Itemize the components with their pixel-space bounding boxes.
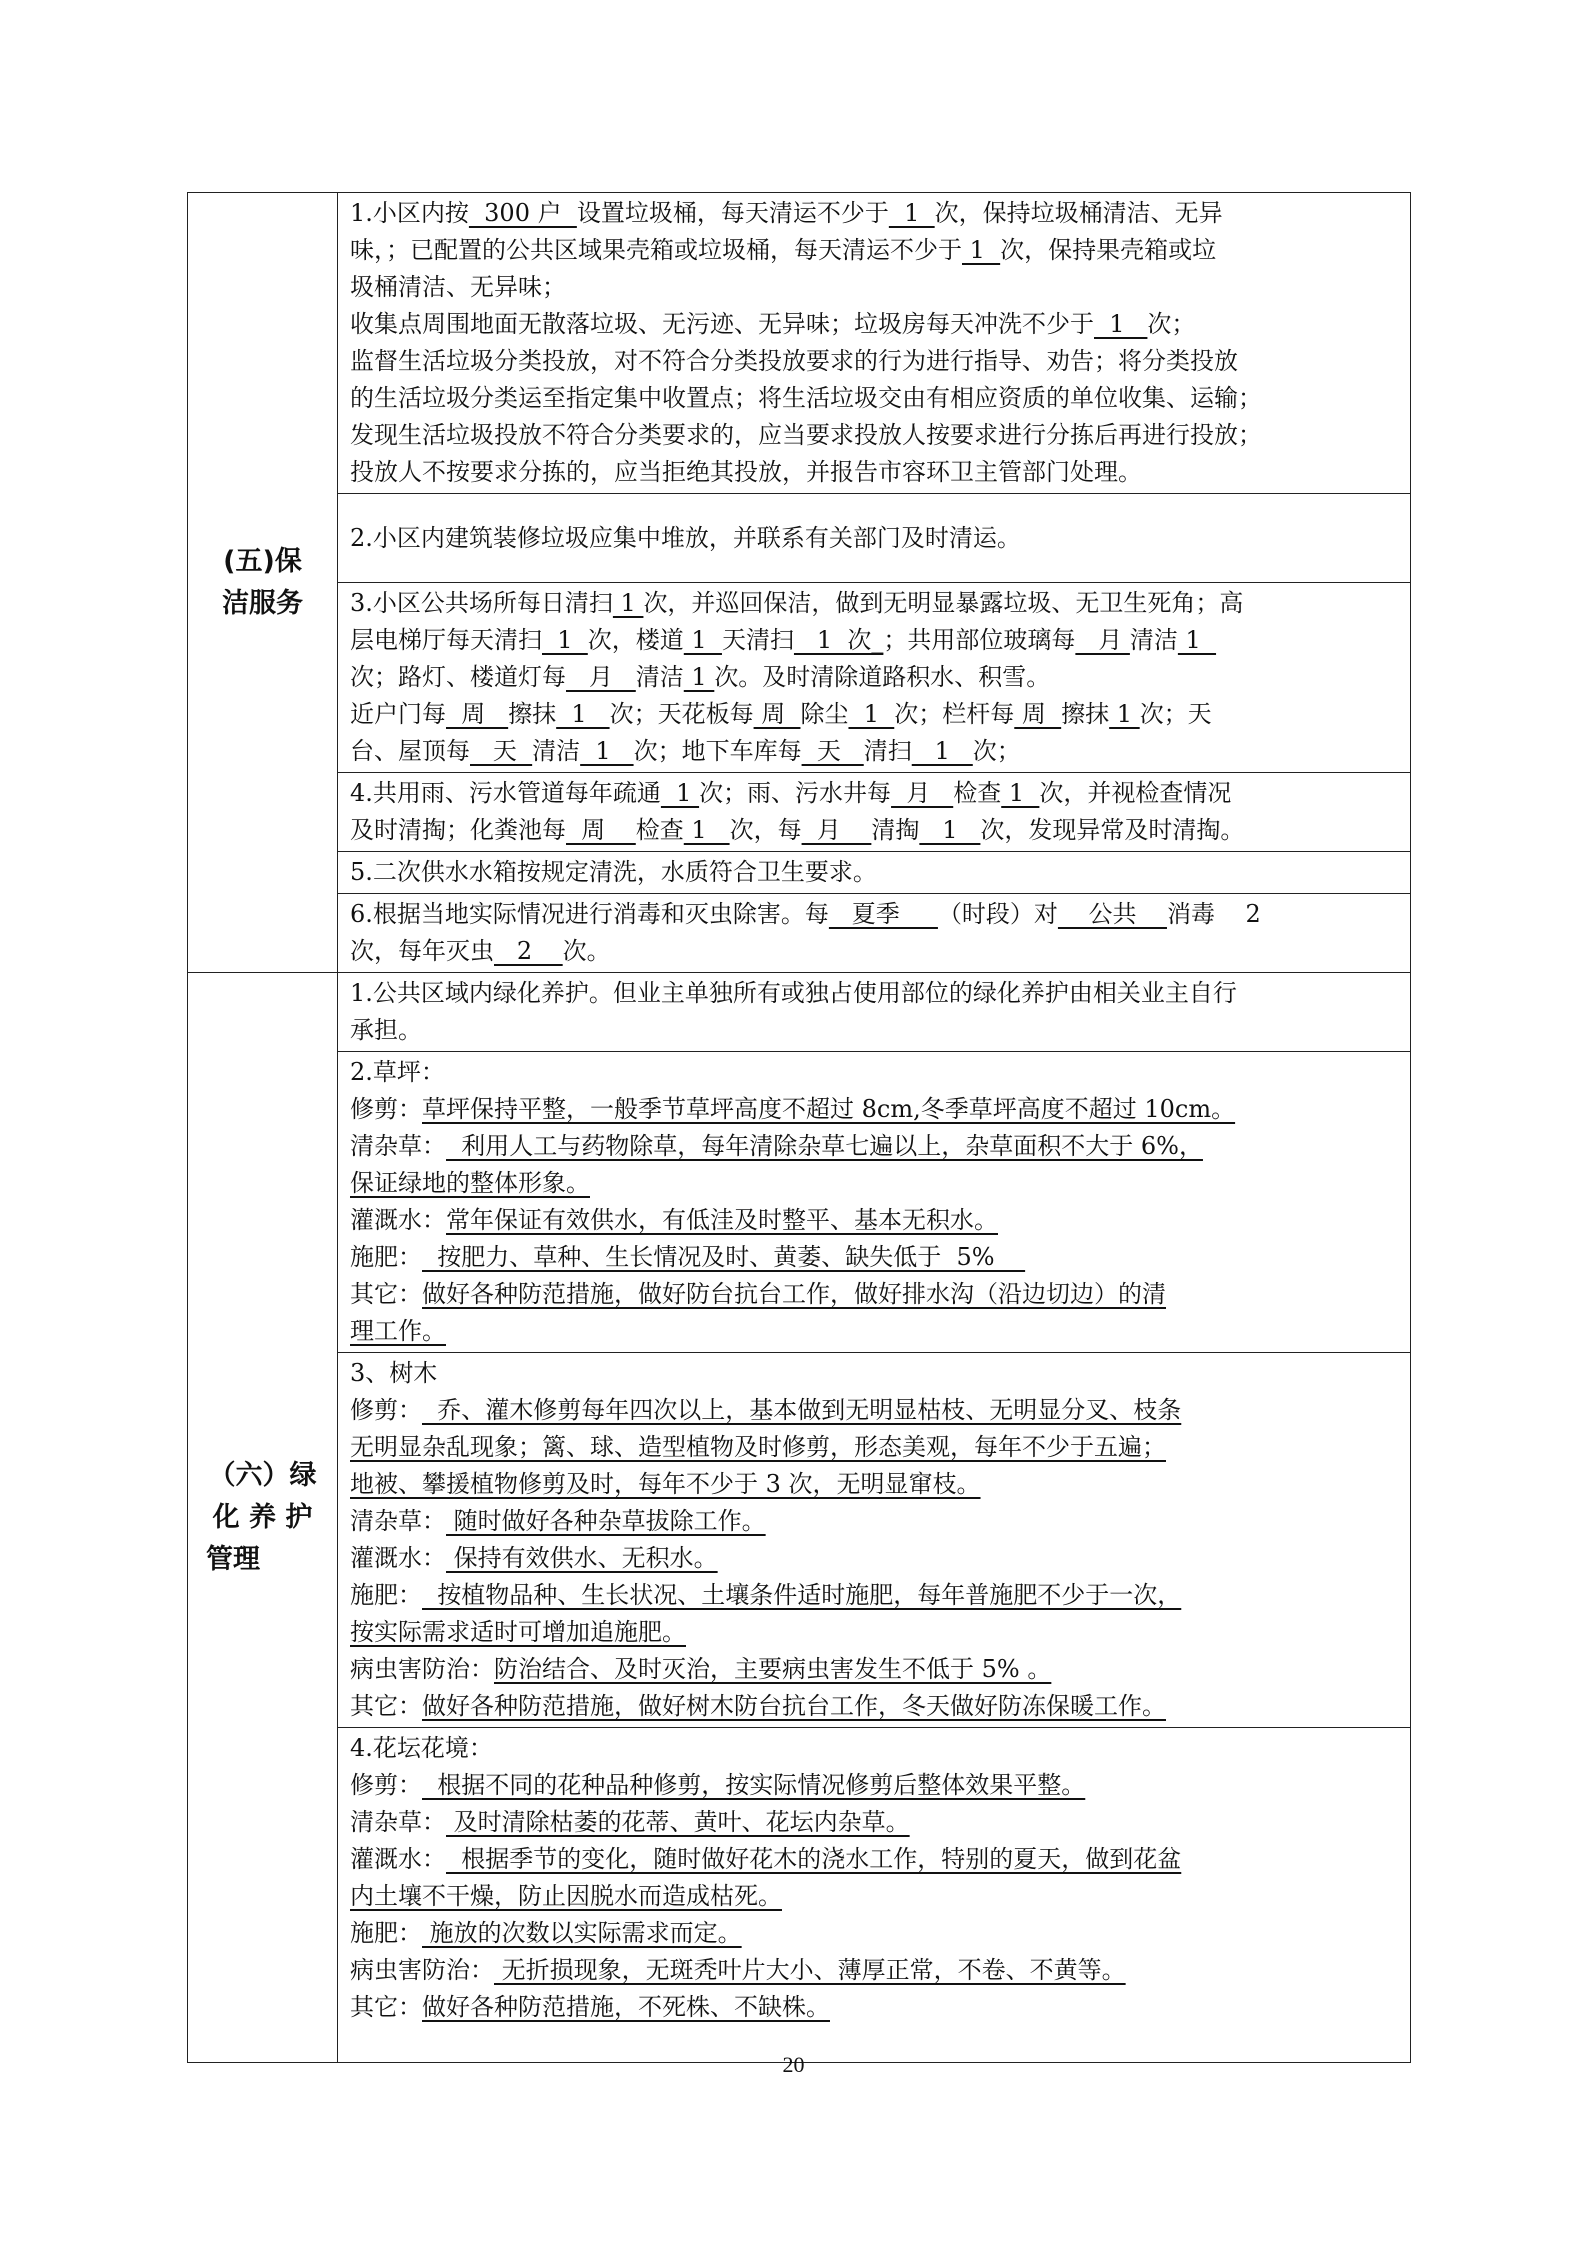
text-segment: ；共用部位玻璃每 (883, 626, 1076, 654)
filled-blank: 1 (556, 700, 610, 728)
category-cell-greening (188, 973, 338, 2063)
filled-blank: 2 (494, 937, 563, 965)
text-segment: 清洁 (1129, 626, 1178, 654)
text-line (350, 622, 1400, 659)
text-segment: 1.小区内按 (350, 199, 469, 227)
table-row (188, 583, 1411, 773)
text-line (350, 1540, 1400, 1577)
filled-blank: 月 (801, 816, 872, 844)
category-cell-cleaning (188, 193, 338, 973)
category-label: 化 养 护 (212, 1501, 313, 1533)
text-line (350, 933, 1400, 970)
text-line (350, 1355, 1400, 1392)
filled-blank: 保持有效供水、无积水。 (446, 1544, 718, 1572)
text-line (350, 1503, 1400, 1540)
filled-blank: 1 (612, 589, 644, 617)
text-line (350, 1952, 1400, 1989)
text-line (350, 1989, 1400, 2026)
text-line (350, 1313, 1400, 1350)
filled-blank: 周 (566, 816, 636, 844)
filled-blank: 月 (1075, 626, 1130, 654)
table-row (188, 1728, 1411, 2063)
filled-blank: 1 (1094, 310, 1148, 338)
text-segment: 层电梯厅每天清扫 (350, 626, 542, 654)
text-line (350, 1614, 1400, 1651)
text-segment: 修剪： (350, 1095, 422, 1123)
filled-blank: 无折损现象，无斑秃叶片大小、薄厚正常，不卷、不黄等。 (494, 1956, 1126, 1984)
text-segment: 次，楼道 (587, 626, 684, 654)
text-segment: 次； (972, 737, 1021, 765)
filled-blank: 1 (1001, 779, 1040, 807)
text-segment: 次，并视检查情况 (1039, 779, 1232, 807)
text-segment: 除尘 (800, 700, 849, 728)
text-segment: 次，并巡回保洁，做到无明显暴露垃圾、无卫生死角；高 (643, 589, 1244, 617)
text-line (350, 733, 1400, 770)
text-segment: （时段）对 (937, 900, 1058, 928)
text-segment: 次，保持垃圾桶清洁、无异 (934, 199, 1223, 227)
text-segment: 3、树木 (350, 1359, 438, 1387)
text-segment: 其它： (350, 1993, 422, 2021)
text-segment: 次。及时清除道路积水、积雪。 (714, 663, 1051, 691)
filled-blank: 周 (446, 700, 509, 728)
text-segment: 次；地下车库每 (633, 737, 802, 765)
text-line (350, 343, 1400, 380)
text-segment: 清洁 (635, 663, 684, 691)
filled-blank: 1 (848, 700, 895, 728)
filled-blank: 防治结合、及时灭治，主要病虫害发生不低于 5% 。 (494, 1655, 1052, 1683)
text-segment: 清掏 (871, 816, 920, 844)
text-segment: 施肥： (350, 1919, 422, 1947)
text-line (350, 775, 1400, 812)
item-cell (338, 583, 1411, 773)
filled-blank: 1 (580, 737, 634, 765)
text-segment: 次，每年灭虫 (350, 937, 494, 965)
text-segment: 清扫 (863, 737, 912, 765)
text-line (350, 1651, 1400, 1688)
text-segment: 次；路灯、楼道灯每 (350, 663, 566, 691)
filled-blank: 无明显杂乱现象；篱、球、造型植物及时修剪，形态美观，每年不少于五遍； (350, 1433, 1166, 1461)
item-cell (338, 1728, 1411, 2063)
text-segment: 清杂草： (350, 1507, 446, 1535)
text-segment: 味，；已配置的公共区域果壳箱或垃圾桶，每天清运不少于 (350, 236, 962, 264)
text-segment: 灌溉水： (350, 1206, 446, 1234)
text-segment: 设置垃圾桶，每天清运不少于 (576, 199, 889, 227)
text-segment: 收集点周围地面无散落垃圾、无污迹、无异味；垃圾房每天冲洗不少于 (350, 310, 1094, 338)
text-segment: 次，保持果壳箱或垃 (1000, 236, 1217, 264)
filled-blank: 1 (911, 737, 973, 765)
text-line (350, 306, 1400, 343)
text-segment: 修剪： (350, 1396, 422, 1424)
text-line (350, 417, 1400, 454)
text-segment: 清洁 (532, 737, 581, 765)
filled-blank: 1 (1109, 700, 1140, 728)
text-line (350, 1767, 1400, 1804)
category-label: (五)保 (223, 545, 302, 577)
filled-blank: 1 次_ (793, 626, 884, 654)
table-row (188, 1353, 1411, 1728)
text-segment: 天清扫 (721, 626, 794, 654)
text-line (350, 1804, 1400, 1841)
text-segment: 施肥： (350, 1243, 422, 1271)
filled-blank: 1 (1177, 626, 1217, 654)
filled-blank: 利用人工与药物除草，每年清除杂草七遍以上，杂草面积不大于 6%， (446, 1132, 1203, 1160)
table-row (188, 193, 1411, 494)
text-line (350, 1841, 1400, 1878)
text-segment: 其它： (350, 1692, 422, 1720)
text-segment: 擦抹 (1061, 700, 1110, 728)
text-line (350, 1091, 1400, 1128)
item-cell (338, 193, 1411, 494)
text-segment: 消毒 2 (1166, 900, 1261, 928)
filled-blank: 300 户 (468, 199, 577, 227)
filled-blank: 天 (801, 737, 864, 765)
filled-blank: 周 (1014, 700, 1062, 728)
text-line (350, 1730, 1400, 1767)
text-segment: 近户门每 (350, 700, 446, 728)
text-segment: 修剪： (350, 1771, 422, 1799)
text-line (350, 975, 1400, 1012)
filled-blank: 1 (660, 779, 700, 807)
text-segment: 病虫害防治： (350, 1655, 494, 1683)
text-line (350, 696, 1400, 733)
filled-blank: 1 (683, 626, 722, 654)
text-line (350, 1392, 1400, 1429)
text-segment: 灌溉水： (350, 1845, 446, 1873)
text-segment: 台、屋顶每 (350, 737, 470, 765)
filled-blank: 乔、灌木修剪每年四次以上，基本做到无明显枯枝、无明显分叉、枝条 (422, 1396, 1182, 1424)
text-line (350, 1915, 1400, 1952)
text-segment: 4.共用雨、污水管道每年疏通 (350, 779, 661, 807)
filled-blank: 天 (470, 737, 533, 765)
item-cell (338, 852, 1411, 894)
text-segment: 4.花坛花境： (350, 1734, 493, 1762)
filled-blank: 理工作。 (350, 1317, 446, 1345)
filled-blank: 1 (683, 816, 730, 844)
text-segment: 擦抹 (508, 700, 557, 728)
text-line (350, 232, 1400, 269)
page-number: 20 (782, 2052, 805, 2077)
filled-blank: 做好各种防范措施，做好树木防台抗台工作，冬天做好防冻保暖工作。 (422, 1692, 1166, 1720)
text-line (350, 380, 1400, 417)
text-line (350, 1466, 1400, 1503)
text-segment: 监督生活垃圾分类投放，对不符合分类投放要求的行为进行指导、劝告；将分类投放 (350, 347, 1238, 375)
text-line (350, 854, 1400, 891)
text-line (350, 1577, 1400, 1614)
item-cell (338, 973, 1411, 1052)
text-line (350, 1202, 1400, 1239)
text-segment: 次，发现异常及时清掏。 (980, 816, 1245, 844)
filled-blank: 常年保证有效供水，有低洼及时整平、基本无积水。 (446, 1206, 998, 1234)
text-line (350, 454, 1400, 491)
text-line (350, 659, 1400, 696)
text-segment: 6.根据当地实际情况进行消毒和灭虫除害。每 (350, 900, 829, 928)
text-segment: 发现生活垃圾投放不符合分类要求的，应当要求投放人按要求进行分拣后再进行投放； (350, 421, 1262, 449)
text-line (350, 1688, 1400, 1725)
text-line (350, 269, 1400, 306)
filled-blank: 保证绿地的整体形象。 (350, 1169, 590, 1197)
table-row (188, 773, 1411, 852)
table-row (188, 973, 1411, 1052)
text-line (350, 195, 1400, 232)
filled-blank: 施放的次数以实际需求而定。 (422, 1919, 742, 1947)
text-segment: 次； (1147, 310, 1196, 338)
text-segment: 承担。 (350, 1016, 422, 1044)
category-label: （六）绿 (208, 1459, 317, 1491)
text-line (350, 1239, 1400, 1276)
table-row (188, 494, 1411, 583)
filled-blank: 月 (566, 663, 636, 691)
table-row (188, 852, 1411, 894)
text-line (350, 896, 1400, 933)
category-label: 管理 (206, 1543, 260, 1575)
table-row (188, 1052, 1411, 1353)
category-label: 洁服务 (222, 587, 303, 619)
filled-blank: 公共 (1057, 900, 1167, 928)
text-segment: 投放人不按要求分拣的，应当拒绝其投放，并报告市容环卫主管部门处理。 (350, 458, 1142, 486)
filled-blank: 夏季 (828, 900, 938, 928)
text-segment: 次；天花板每 (609, 700, 754, 728)
item-cell (338, 894, 1411, 973)
table-row (188, 894, 1411, 973)
text-segment: 检查 (635, 816, 684, 844)
item-cell (338, 494, 1411, 583)
text-segment: 次。 (562, 937, 611, 965)
text-segment: 3.小区公共场所每日清扫 (350, 589, 613, 617)
filled-blank: 按实际需求适时可增加追施肥。 (350, 1618, 686, 1646)
text-segment: 5.二次供水水箱按规定清洗，水质符合卫生要求。 (350, 858, 877, 886)
filled-blank: 按肥力、草种、生长情况及时、黄萎、缺失低于 5% (422, 1243, 1026, 1271)
filled-blank: 草坪保持平整，一般季节草坪高度不超过 8cm,冬季草坪高度不超过 10cm。 (422, 1095, 1236, 1123)
filled-blank: 根据不同的花种品种修剪，按实际情况修剪后整体效果平整。 (422, 1771, 1086, 1799)
filled-blank: 周 (753, 700, 801, 728)
text-segment: 圾桶清洁、无异味； (350, 273, 566, 301)
filled-blank: 1 (962, 236, 1001, 264)
text-line (350, 812, 1400, 849)
text-segment: 其它： (350, 1280, 422, 1308)
filled-blank: 随时做好各种杂草拔除工作。 (446, 1507, 766, 1535)
text-segment: 灌溉水： (350, 1544, 446, 1572)
text-segment: 2.草坪： (350, 1058, 445, 1086)
filled-blank: 1 (683, 663, 715, 691)
filled-blank: 月 (891, 779, 954, 807)
text-line (350, 1878, 1400, 1915)
text-line (350, 520, 1400, 557)
text-segment: 1.公共区域内绿化养护。但业主单独所有或独占使用部位的绿化养护由相关业主自行 (350, 979, 1237, 1007)
text-segment: 次；雨、污水井每 (699, 779, 892, 807)
filled-blank: 做好各种防范措施，不死株、不缺株。 (422, 1993, 830, 2021)
filled-blank: 1 (542, 626, 588, 654)
text-segment: 2.小区内建筑装修垃圾应集中堆放，并联系有关部门及时清运。 (350, 523, 1021, 552)
text-segment: 及时清掏；化粪池每 (350, 816, 566, 844)
text-line (350, 1429, 1400, 1466)
text-segment: 清杂草： (350, 1808, 446, 1836)
item-cell (338, 1052, 1411, 1353)
text-segment: 的生活垃圾分类运至指定集中收置点；将生活垃圾交由有相应资质的单位收集、运输； (350, 384, 1262, 412)
filled-blank: 及时清除枯萎的花蒂、黄叶、花坛内杂草。 (446, 1808, 910, 1836)
item-cell (338, 773, 1411, 852)
text-segment: 清杂草： (350, 1132, 446, 1160)
text-segment: 检查 (953, 779, 1002, 807)
text-segment: 病虫害防治： (350, 1956, 494, 1984)
filled-blank: 按植物品种、生长状况、土壤条件适时施肥，每年普施肥不少于一次， (422, 1581, 1182, 1609)
text-line (350, 1012, 1400, 1049)
text-line (350, 1165, 1400, 1202)
text-line (350, 1128, 1400, 1165)
text-segment: 次，每 (729, 816, 802, 844)
text-line (350, 1276, 1400, 1313)
filled-blank: 1 (888, 199, 935, 227)
text-segment: 施肥： (350, 1581, 422, 1609)
filled-blank: 内土壤不干燥，防止因脱水而造成枯死。 (350, 1882, 782, 1910)
text-segment: 次；天 (1139, 700, 1212, 728)
service-standards-table (187, 192, 1411, 2063)
filled-blank: 做好各种防范措施，做好防台抗台工作，做好排水沟（沿边切边）的清 (422, 1280, 1166, 1308)
filled-blank: 地被、攀援植物修剪及时，每年不少于 3 次，无明显窜枝。 (350, 1470, 981, 1498)
item-cell (338, 1353, 1411, 1728)
filled-blank: 根据季节的变化，随时做好花木的浇水工作，特别的夏天，做到花盆 (446, 1845, 1182, 1873)
text-line (350, 1054, 1400, 1091)
filled-blank: 1 (919, 816, 981, 844)
text-segment: 次；栏杆每 (894, 700, 1015, 728)
text-line (350, 585, 1400, 622)
